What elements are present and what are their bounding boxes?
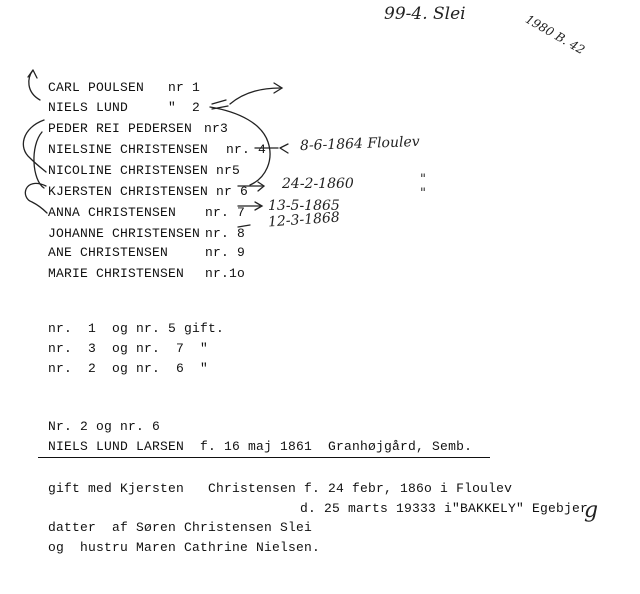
roster-nr-3: nr3 xyxy=(204,121,229,136)
roster-name-10: MARIE CHRISTENSEN xyxy=(48,266,185,281)
marriage-line-1: gift med Kjersten Christensen f. 24 febr, 186o i Floulev xyxy=(48,481,513,496)
roster-name-3: PEDER REI PEDERSEN xyxy=(48,121,193,136)
roster-nr-8: nr. 8 xyxy=(205,226,246,241)
roster-nr-6: nr 6 xyxy=(216,184,249,199)
roster-nr-7: nr. 7 xyxy=(205,205,246,220)
roster-note-4: 8-6-1864 Floulev xyxy=(299,133,420,155)
roster-note-8: 12-3-1868 xyxy=(267,209,341,231)
roster-nr-9: nr. 9 xyxy=(205,245,246,260)
roster-nr-4: nr. 4 xyxy=(226,142,267,157)
underline-rule xyxy=(38,457,490,458)
marriage-line-2-handwritten: g xyxy=(584,498,599,523)
side-ditto-mark-2: " xyxy=(420,186,426,201)
marriage-line-3: datter af Søren Christensen Slei xyxy=(48,520,313,535)
marriage-line-4: og hustru Maren Cathrine Nielsen. xyxy=(48,540,321,555)
roster-nr-10: nr.1o xyxy=(205,266,246,281)
corner-handwritten-note: 1980 B. 42 xyxy=(523,12,588,58)
roster-note-7: 13-5-1865 xyxy=(268,198,340,214)
summary-pair-line: Nr. 2 og nr. 6 xyxy=(48,419,161,434)
roster-nr-1: nr 1 xyxy=(168,80,201,95)
roster-note-6: 24-2-1860 xyxy=(282,176,354,192)
pairing-line-2: nr. 3 og nr. 7 " xyxy=(48,341,209,356)
roster-name-1: CARL POULSEN xyxy=(48,80,145,95)
header-handwritten-note: 99-4. Slei xyxy=(384,4,466,24)
summary-person-line: NIELS LUND LARSEN f. 16 maj 1861 Granhøjgård, Semb. xyxy=(48,439,473,454)
roster-name-7: ANNA CHRISTENSEN xyxy=(48,205,177,220)
pairing-line-3: nr. 2 og nr. 6 " xyxy=(48,361,209,376)
roster-name-9: ANE CHRISTENSEN xyxy=(48,245,169,260)
roster-name-6: KJERSTEN CHRISTENSEN xyxy=(48,184,209,199)
roster-name-2: NIELS LUND xyxy=(48,100,129,115)
roster-name-8: JOHANNE CHRISTENSEN xyxy=(48,226,201,241)
roster-name-4: NIELSINE CHRISTENSEN xyxy=(48,142,209,157)
marriage-line-2: d. 25 marts 19333 i"BAKKELY" Egebjer xyxy=(300,501,589,516)
roster-nr-2: " 2 xyxy=(168,100,201,115)
pairing-line-1: nr. 1 og nr. 5 gift. xyxy=(48,321,225,336)
roster-name-5: NICOLINE CHRISTENSEN xyxy=(48,163,209,178)
side-ditto-mark-1: " xyxy=(420,172,426,187)
roster-nr-5: nr5 xyxy=(216,163,241,178)
